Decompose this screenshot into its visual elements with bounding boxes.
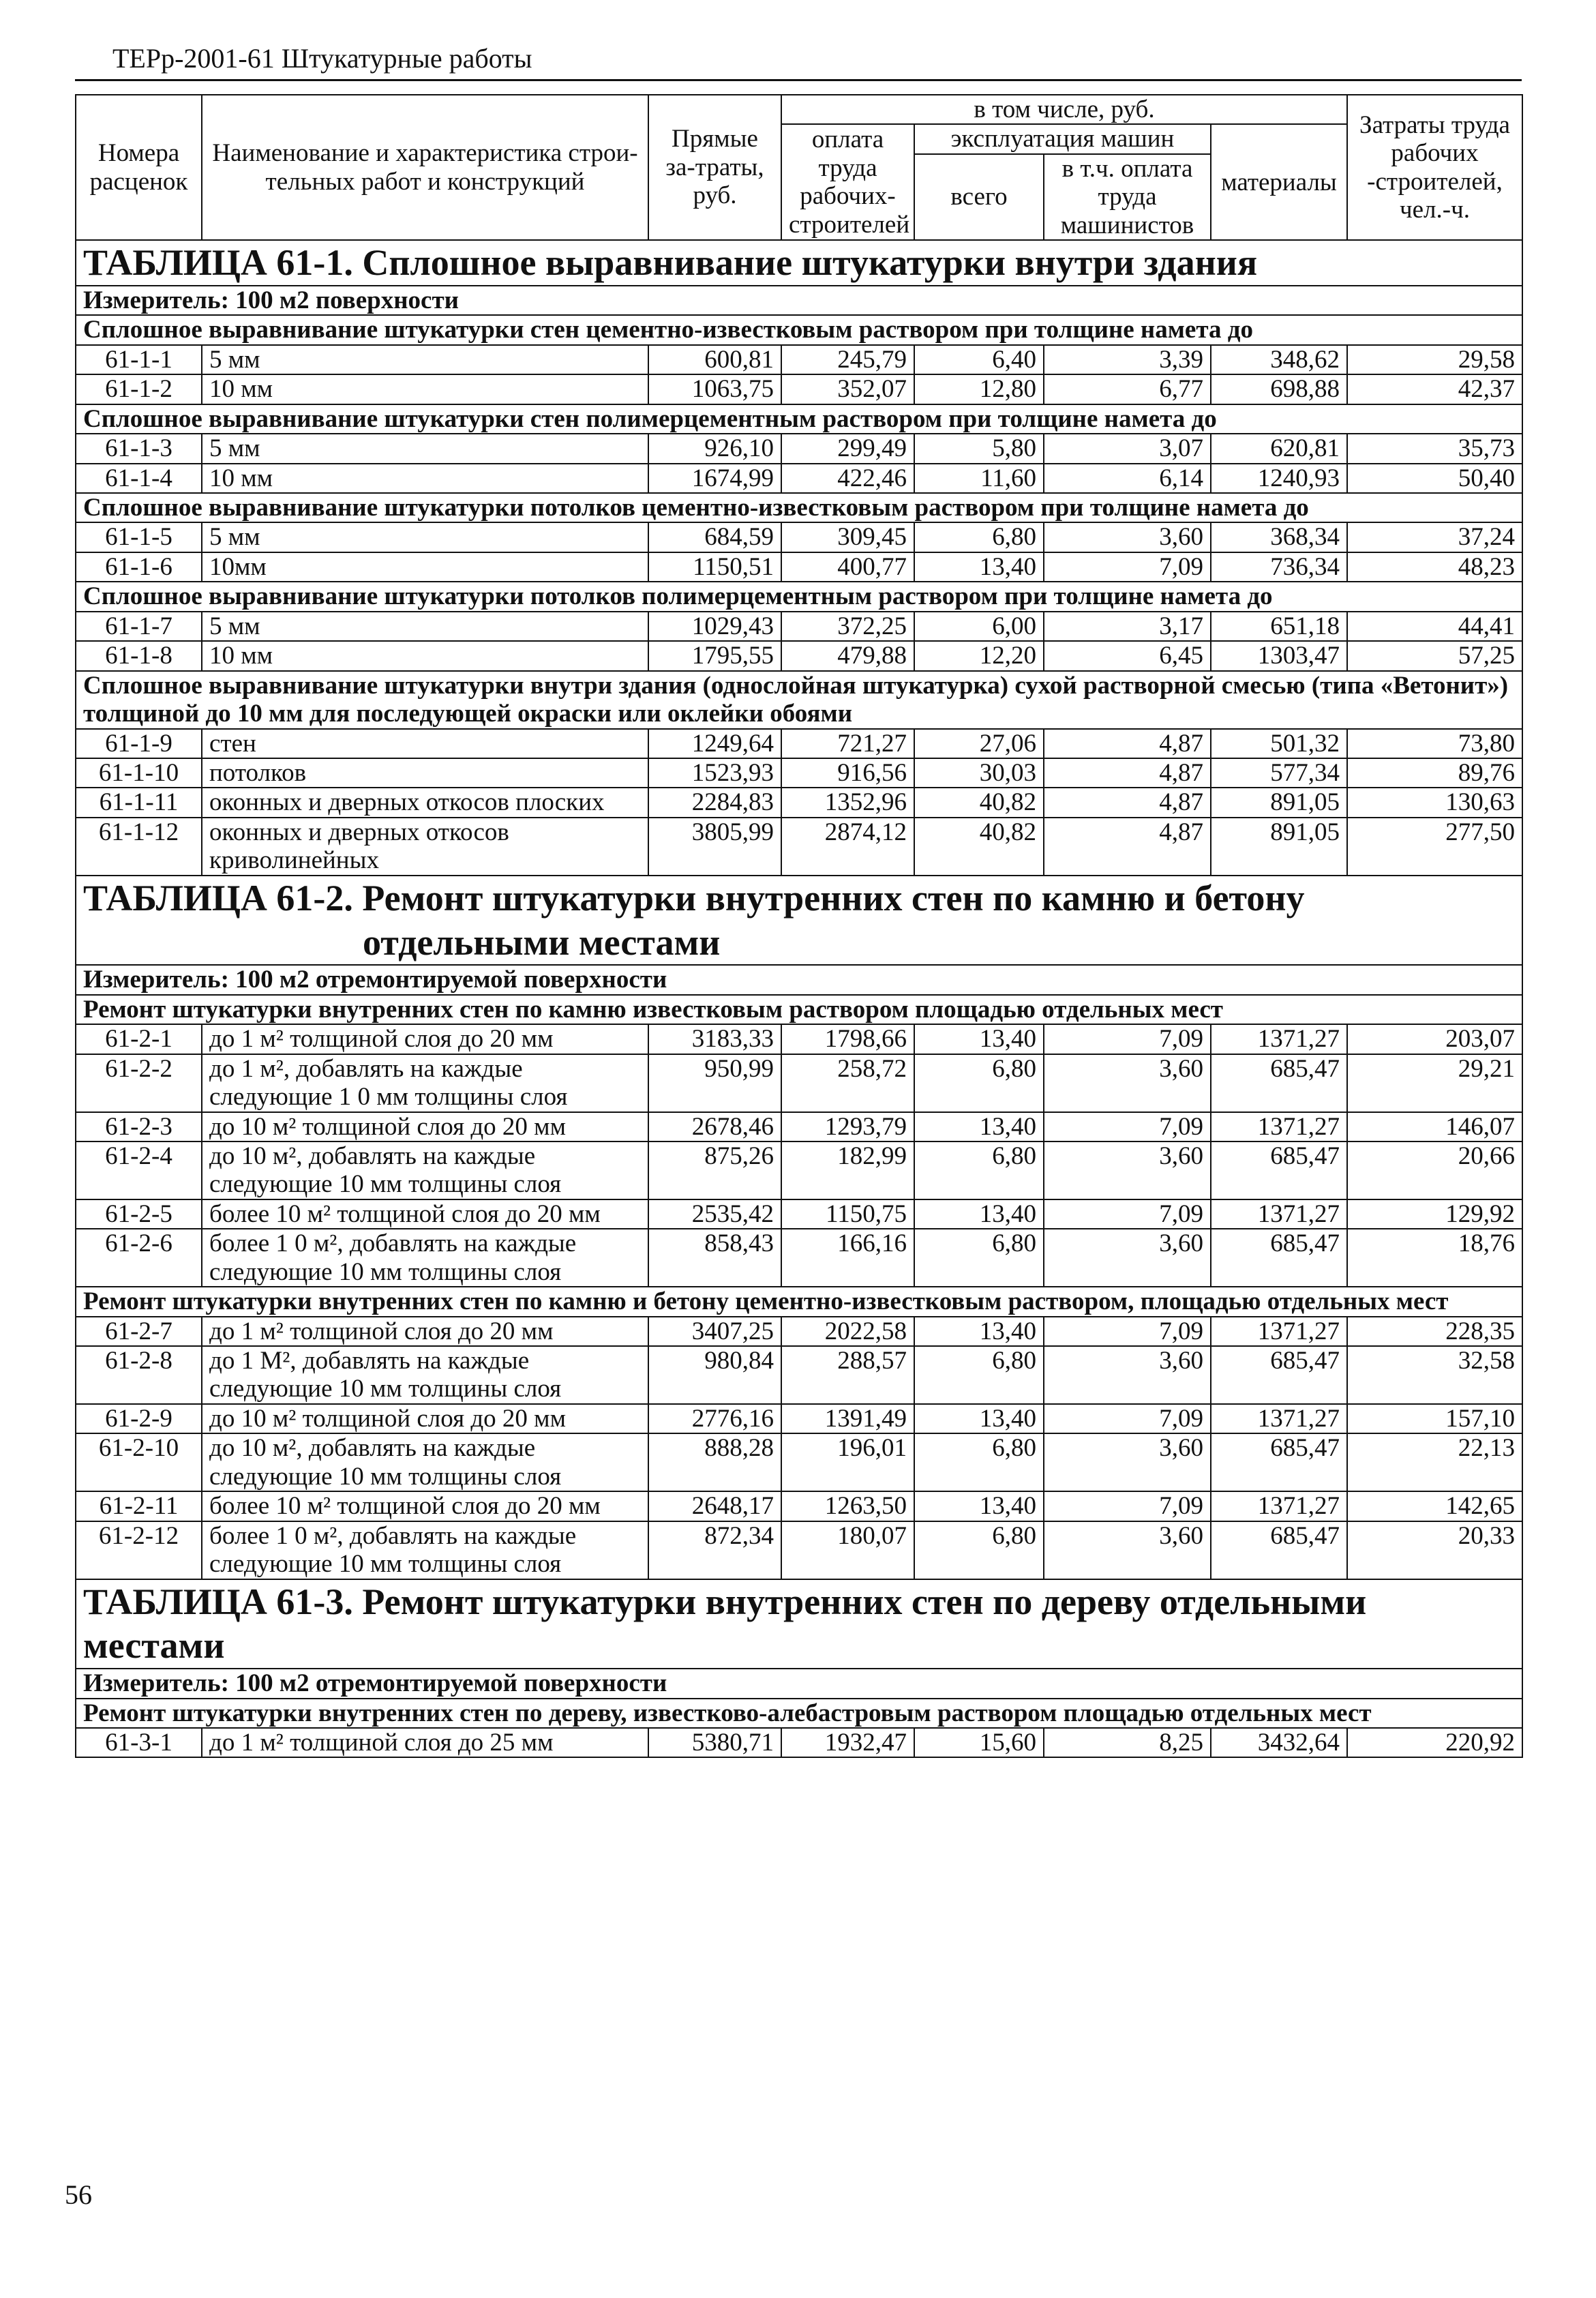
materials-cost: 685,47 <box>1211 1521 1347 1579</box>
materials-cost: 685,47 <box>1211 1141 1347 1199</box>
labor-pay: 299,49 <box>781 434 914 463</box>
table-row <box>76 788 1522 817</box>
table-title-text: ТАБЛИЦА 61-2. Ремонт штукатурки внутренних стен по камню и бетону <box>83 877 1305 919</box>
machines-total: 6,40 <box>914 345 1044 374</box>
table-row <box>76 641 1522 670</box>
rate-code: 61-1-4 <box>76 464 202 493</box>
machines-total: 6,80 <box>914 1054 1044 1112</box>
materials-cost: 891,05 <box>1211 788 1347 817</box>
unit-of-measure: Измеритель: 100 м2 отремонтируемой поверхности <box>76 965 1522 994</box>
rate-code: 61-2-5 <box>76 1199 202 1229</box>
section-heading: Сплошное выравнивание штукатурки внутри здания (однослойная штукатурка) сухой растворной смесью (типа «Ветонит») толщиной до 10 мм для последующей окраски или оклейки обоями <box>76 671 1522 729</box>
labor-pay: 1150,75 <box>781 1199 914 1229</box>
materials-cost: 348,62 <box>1211 345 1347 374</box>
rate-code: 61-2-12 <box>76 1521 202 1579</box>
direct-costs: 2648,17 <box>648 1491 781 1521</box>
work-description: до 10 м², добавлять на каждые следующие 10 мм толщины слоя <box>202 1141 648 1199</box>
labor-pay: 258,72 <box>781 1054 914 1112</box>
materials-cost: 1303,47 <box>1211 641 1347 670</box>
work-description: 5 мм <box>202 612 648 641</box>
work-description: до 1 м² толщиной слоя до 20 мм <box>202 1317 648 1346</box>
direct-costs: 600,81 <box>648 345 781 374</box>
labor-pay: 422,46 <box>781 464 914 493</box>
materials-cost: 577,34 <box>1211 758 1347 788</box>
table-title <box>83 241 1515 285</box>
table-row <box>76 612 1522 641</box>
labor-hours: 22,13 <box>1347 1433 1522 1491</box>
labor-hours: 50,40 <box>1347 464 1522 493</box>
labor-pay: 1263,50 <box>781 1491 914 1521</box>
materials-cost: 1371,27 <box>1211 1112 1347 1141</box>
table-row <box>76 552 1522 582</box>
rates-table-body <box>76 95 1522 1757</box>
labor-hours: 146,07 <box>1347 1112 1522 1141</box>
section-heading: Сплошное выравнивание штукатурки стен полимерцементным раствором при толщине намета до <box>76 404 1522 434</box>
direct-costs: 926,10 <box>648 434 781 463</box>
machinists-pay: 3,60 <box>1044 1054 1211 1112</box>
rate-code: 61-2-9 <box>76 1404 202 1433</box>
labor-hours: 48,23 <box>1347 552 1522 582</box>
materials-cost: 620,81 <box>1211 434 1347 463</box>
work-description: 5 мм <box>202 345 648 374</box>
direct-costs: 1029,43 <box>648 612 781 641</box>
table-title-row <box>76 876 1522 966</box>
work-description: до 10 м² толщиной слоя до 20 мм <box>202 1112 648 1141</box>
rate-code: 61-2-6 <box>76 1229 202 1287</box>
work-description: более 10 м² толщиной слоя до 20 мм <box>202 1199 648 1229</box>
rate-code: 61-1-5 <box>76 522 202 552</box>
direct-costs: 1795,55 <box>648 641 781 670</box>
machinists-pay: 7,09 <box>1044 1199 1211 1229</box>
labor-hours: 44,41 <box>1347 612 1522 641</box>
table-row <box>76 434 1522 463</box>
machinists-pay: 6,45 <box>1044 641 1211 670</box>
work-description: 5 мм <box>202 522 648 552</box>
table-title-cell <box>76 1579 1522 1669</box>
table-row <box>76 1491 1522 1521</box>
machinists-pay: 3,07 <box>1044 434 1211 463</box>
materials-cost: 501,32 <box>1211 729 1347 758</box>
rate-code: 61-1-1 <box>76 345 202 374</box>
work-description: 10мм <box>202 552 648 582</box>
direct-costs: 684,59 <box>648 522 781 552</box>
unit-row <box>76 286 1522 315</box>
machines-total: 15,60 <box>914 1728 1044 1757</box>
materials-cost: 1371,27 <box>1211 1404 1347 1433</box>
machinists-pay: 6,77 <box>1044 374 1211 404</box>
work-description: до 1 м², добавлять на каждые следующие 1 0 мм толщины слоя <box>202 1054 648 1112</box>
table-row <box>76 1199 1522 1229</box>
labor-pay: 1352,96 <box>781 788 914 817</box>
direct-costs: 1063,75 <box>648 374 781 404</box>
materials-cost: 1371,27 <box>1211 1024 1347 1054</box>
labor-pay: 352,07 <box>781 374 914 404</box>
materials-cost: 685,47 <box>1211 1433 1347 1491</box>
table-row <box>76 1346 1522 1404</box>
labor-hours: 20,66 <box>1347 1141 1522 1199</box>
col-header-hours: Затраты труда рабочих -строителей, чел.-ч. <box>1347 95 1522 240</box>
machinists-pay: 3,60 <box>1044 1229 1211 1287</box>
rate-code: 61-1-8 <box>76 641 202 670</box>
materials-cost: 1240,93 <box>1211 464 1347 493</box>
labor-pay: 1932,47 <box>781 1728 914 1757</box>
direct-costs: 2776,16 <box>648 1404 781 1433</box>
unit-of-measure: Измеритель: 100 м2 отремонтируемой поверхности <box>76 1669 1522 1698</box>
col-header-materials: материалы <box>1211 124 1347 240</box>
table-row <box>76 345 1522 374</box>
section-heading-row <box>76 1699 1522 1728</box>
direct-costs: 980,84 <box>648 1346 781 1404</box>
machinists-pay: 7,09 <box>1044 552 1211 582</box>
work-description: до 1 м² толщиной слоя до 25 мм <box>202 1728 648 1757</box>
labor-hours: 89,76 <box>1347 758 1522 788</box>
rate-code: 61-2-4 <box>76 1141 202 1199</box>
table-row <box>76 758 1522 788</box>
labor-hours: 37,24 <box>1347 522 1522 552</box>
direct-costs: 950,99 <box>648 1054 781 1112</box>
labor-hours: 18,76 <box>1347 1229 1522 1287</box>
rate-code: 61-1-9 <box>76 729 202 758</box>
table-row <box>76 1024 1522 1054</box>
running-head: ТЕРр-2001-61 Штукатурные работы <box>112 43 532 74</box>
machinists-pay: 3,39 <box>1044 345 1211 374</box>
page-number: 56 <box>65 2179 92 2210</box>
table-title-text: ТАБЛИЦА 61-1. Сплошное выравнивание штукатурки внутри здания <box>83 242 1258 284</box>
machinists-pay: 7,09 <box>1044 1024 1211 1054</box>
direct-costs: 3805,99 <box>648 818 781 876</box>
labor-hours: 35,73 <box>1347 434 1522 463</box>
work-description: до 10 м², добавлять на каждые следующие 10 мм толщины слоя <box>202 1433 648 1491</box>
labor-pay: 196,01 <box>781 1433 914 1491</box>
table-row <box>76 464 1522 493</box>
materials-cost: 3432,64 <box>1211 1728 1347 1757</box>
unit-of-measure: Измеритель: 100 м2 поверхности <box>76 286 1522 315</box>
labor-hours: 32,58 <box>1347 1346 1522 1404</box>
work-description: стен <box>202 729 648 758</box>
machinists-pay: 4,87 <box>1044 758 1211 788</box>
direct-costs: 858,43 <box>648 1229 781 1287</box>
rate-code: 61-1-7 <box>76 612 202 641</box>
materials-cost: 736,34 <box>1211 552 1347 582</box>
labor-hours: 29,58 <box>1347 345 1522 374</box>
rates-table <box>75 94 1523 1758</box>
machinists-pay: 3,60 <box>1044 1521 1211 1579</box>
work-description: до 1 м² толщиной слоя до 20 мм <box>202 1024 648 1054</box>
work-description: 10 мм <box>202 374 648 404</box>
labor-pay: 479,88 <box>781 641 914 670</box>
rate-code: 61-2-8 <box>76 1346 202 1404</box>
rate-code: 61-2-10 <box>76 1433 202 1491</box>
labor-pay: 1391,49 <box>781 1404 914 1433</box>
rate-code: 61-2-2 <box>76 1054 202 1112</box>
direct-costs: 872,34 <box>648 1521 781 1579</box>
materials-cost: 685,47 <box>1211 1229 1347 1287</box>
materials-cost: 1371,27 <box>1211 1317 1347 1346</box>
col-header-name: Наименование и характеристика строи-тельных работ и конструкций <box>202 95 648 240</box>
labor-pay: 400,77 <box>781 552 914 582</box>
section-heading: Сплошное выравнивание штукатурки потолков полимерцементным раствором при толщине намета до <box>76 582 1522 611</box>
labor-hours: 57,25 <box>1347 641 1522 670</box>
table-title-continued: отдельными местами <box>363 921 721 963</box>
machinists-pay: 3,17 <box>1044 612 1211 641</box>
col-header-including: в том числе, руб. <box>781 95 1347 124</box>
labor-hours: 20,33 <box>1347 1521 1522 1579</box>
materials-cost: 685,47 <box>1211 1054 1347 1112</box>
direct-costs: 1249,64 <box>648 729 781 758</box>
machinists-pay: 4,87 <box>1044 818 1211 876</box>
table-title-cell <box>76 876 1522 966</box>
work-description: 10 мм <box>202 464 648 493</box>
machinists-pay: 4,87 <box>1044 788 1211 817</box>
section-heading-row <box>76 493 1522 522</box>
col-header-machinists-pay: в т.ч. оплата труда машинистов <box>1044 154 1211 240</box>
header-rule <box>75 79 1522 81</box>
work-description: оконных и дверных откосов криволинейных <box>202 818 648 876</box>
machines-total: 30,03 <box>914 758 1044 788</box>
labor-pay: 2022,58 <box>781 1317 914 1346</box>
machinists-pay: 3,60 <box>1044 1141 1211 1199</box>
direct-costs: 3183,33 <box>648 1024 781 1054</box>
direct-costs: 888,28 <box>648 1433 781 1491</box>
direct-costs: 2678,46 <box>648 1112 781 1141</box>
direct-costs: 1523,93 <box>648 758 781 788</box>
labor-hours: 42,37 <box>1347 374 1522 404</box>
rate-code: 61-1-12 <box>76 818 202 876</box>
machinists-pay: 3,60 <box>1044 1346 1211 1404</box>
materials-cost: 651,18 <box>1211 612 1347 641</box>
direct-costs: 2535,42 <box>648 1199 781 1229</box>
table-row <box>76 1317 1522 1346</box>
machines-total: 13,40 <box>914 1024 1044 1054</box>
machines-total: 6,80 <box>914 1229 1044 1287</box>
machines-total: 6,80 <box>914 1433 1044 1491</box>
work-description: до 10 м² толщиной слоя до 20 мм <box>202 1404 648 1433</box>
labor-hours: 73,80 <box>1347 729 1522 758</box>
column-header-row <box>76 95 1522 124</box>
labor-hours: 130,63 <box>1347 788 1522 817</box>
labor-pay: 166,16 <box>781 1229 914 1287</box>
section-heading-row <box>76 582 1522 611</box>
table-row <box>76 1521 1522 1579</box>
machinists-pay: 7,09 <box>1044 1404 1211 1433</box>
machines-total: 6,80 <box>914 1521 1044 1579</box>
table-row <box>76 1728 1522 1757</box>
table-row <box>76 1433 1522 1491</box>
table-row <box>76 1054 1522 1112</box>
machines-total: 6,80 <box>914 522 1044 552</box>
labor-pay: 180,07 <box>781 1521 914 1579</box>
machinists-pay: 3,60 <box>1044 1433 1211 1491</box>
machines-total: 12,80 <box>914 374 1044 404</box>
rate-code: 61-1-2 <box>76 374 202 404</box>
table-row <box>76 818 1522 876</box>
table-row <box>76 1229 1522 1287</box>
work-description: 10 мм <box>202 641 648 670</box>
table-row <box>76 1141 1522 1199</box>
rate-code: 61-1-10 <box>76 758 202 788</box>
rate-code: 61-2-7 <box>76 1317 202 1346</box>
work-description: более 10 м² толщиной слоя до 20 мм <box>202 1491 648 1521</box>
rate-code: 61-1-3 <box>76 434 202 463</box>
unit-row <box>76 1669 1522 1698</box>
work-description: до 1 М², добавлять на каждые следующие 10 мм толщины слоя <box>202 1346 648 1404</box>
machines-total: 6,00 <box>914 612 1044 641</box>
col-header-machines-total: всего <box>914 154 1044 240</box>
machines-total: 40,82 <box>914 788 1044 817</box>
direct-costs: 875,26 <box>648 1141 781 1199</box>
table-title-cell <box>76 240 1522 286</box>
machines-total: 5,80 <box>914 434 1044 463</box>
materials-cost: 698,88 <box>1211 374 1347 404</box>
labor-hours: 203,07 <box>1347 1024 1522 1054</box>
direct-costs: 1674,99 <box>648 464 781 493</box>
materials-cost: 1371,27 <box>1211 1491 1347 1521</box>
direct-costs: 1150,51 <box>648 552 781 582</box>
machinists-pay: 7,09 <box>1044 1491 1211 1521</box>
labor-pay: 372,25 <box>781 612 914 641</box>
labor-pay: 916,56 <box>781 758 914 788</box>
labor-hours: 29,21 <box>1347 1054 1522 1112</box>
section-heading: Ремонт штукатурки внутренних стен по камню и бетону цементно-известковым раствором, площадью отдельных мест <box>76 1287 1522 1316</box>
work-description: потолков <box>202 758 648 788</box>
direct-costs: 2284,83 <box>648 788 781 817</box>
labor-hours: 228,35 <box>1347 1317 1522 1346</box>
machinists-pay: 8,25 <box>1044 1728 1211 1757</box>
labor-pay: 288,57 <box>781 1346 914 1404</box>
table-row <box>76 522 1522 552</box>
materials-cost: 891,05 <box>1211 818 1347 876</box>
col-header-labor: оплата труда рабочих-строителей <box>781 124 914 240</box>
section-heading-row <box>76 995 1522 1024</box>
machines-total: 13,40 <box>914 1112 1044 1141</box>
table-row <box>76 1404 1522 1433</box>
table-title-text: ТАБЛИЦА 61-3. Ремонт штукатурки внутренних стен по дереву отдельными местами <box>83 1581 1367 1667</box>
table-row <box>76 729 1522 758</box>
section-heading: Ремонт штукатурки внутренних стен по дереву, известково-алебастровым раствором площадью отдельных мест <box>76 1699 1522 1728</box>
table-title <box>83 1580 1515 1669</box>
machines-total: 6,80 <box>914 1346 1044 1404</box>
section-heading: Ремонт штукатурки внутренних стен по камню известковым раствором площадью отдельных мест <box>76 995 1522 1024</box>
direct-costs: 5380,71 <box>648 1728 781 1757</box>
labor-pay: 182,99 <box>781 1141 914 1199</box>
labor-hours: 157,10 <box>1347 1404 1522 1433</box>
labor-hours: 129,92 <box>1347 1199 1522 1229</box>
section-heading: Сплошное выравнивание штукатурки стен цементно-известковым раствором при толщине намета до <box>76 315 1522 344</box>
labor-pay: 309,45 <box>781 522 914 552</box>
labor-pay: 245,79 <box>781 345 914 374</box>
rate-code: 61-1-6 <box>76 552 202 582</box>
labor-pay: 721,27 <box>781 729 914 758</box>
machinists-pay: 6,14 <box>1044 464 1211 493</box>
machines-total: 27,06 <box>914 729 1044 758</box>
work-description: более 1 0 м², добавлять на каждые следующие 10 мм толщины слоя <box>202 1229 648 1287</box>
col-header-machines: эксплуатация машин <box>914 124 1211 153</box>
unit-row <box>76 965 1522 994</box>
rate-code: 61-3-1 <box>76 1728 202 1757</box>
machines-total: 13,40 <box>914 1317 1044 1346</box>
labor-hours: 220,92 <box>1347 1728 1522 1757</box>
machines-total: 12,20 <box>914 641 1044 670</box>
col-header-direct: Прямые за-траты, руб. <box>648 95 781 240</box>
section-heading: Сплошное выравнивание штукатурки потолков цементно-известковым раствором при толщине намета до <box>76 493 1522 522</box>
labor-pay: 1293,79 <box>781 1112 914 1141</box>
table-title <box>83 876 1515 965</box>
section-heading-row <box>76 404 1522 434</box>
direct-costs: 3407,25 <box>648 1317 781 1346</box>
work-description: 5 мм <box>202 434 648 463</box>
materials-cost: 1371,27 <box>1211 1199 1347 1229</box>
labor-hours: 277,50 <box>1347 818 1522 876</box>
machines-total: 11,60 <box>914 464 1044 493</box>
section-heading-row <box>76 1287 1522 1316</box>
work-description: более 1 0 м², добавлять на каждые следующие 10 мм толщины слоя <box>202 1521 648 1579</box>
table-row <box>76 1112 1522 1141</box>
machinists-pay: 4,87 <box>1044 729 1211 758</box>
col-header-code: Номера расценок <box>76 95 202 240</box>
machines-total: 6,80 <box>914 1141 1044 1199</box>
machinists-pay: 3,60 <box>1044 522 1211 552</box>
rate-code: 61-2-3 <box>76 1112 202 1141</box>
labor-pay: 1798,66 <box>781 1024 914 1054</box>
machinists-pay: 7,09 <box>1044 1317 1211 1346</box>
machines-total: 13,40 <box>914 1199 1044 1229</box>
rate-code: 61-2-1 <box>76 1024 202 1054</box>
table-title-row <box>76 1579 1522 1669</box>
table-title-row <box>76 240 1522 286</box>
machines-total: 40,82 <box>914 818 1044 876</box>
work-description: оконных и дверных откосов плоских <box>202 788 648 817</box>
rate-code: 61-2-11 <box>76 1491 202 1521</box>
materials-cost: 368,34 <box>1211 522 1347 552</box>
machines-total: 13,40 <box>914 1404 1044 1433</box>
rate-code: 61-1-11 <box>76 788 202 817</box>
labor-pay: 2874,12 <box>781 818 914 876</box>
materials-cost: 685,47 <box>1211 1346 1347 1404</box>
section-heading-row <box>76 315 1522 344</box>
table-row <box>76 374 1522 404</box>
machines-total: 13,40 <box>914 1491 1044 1521</box>
machinists-pay: 7,09 <box>1044 1112 1211 1141</box>
machines-total: 13,40 <box>914 552 1044 582</box>
section-heading-row <box>76 671 1522 729</box>
labor-hours: 142,65 <box>1347 1491 1522 1521</box>
